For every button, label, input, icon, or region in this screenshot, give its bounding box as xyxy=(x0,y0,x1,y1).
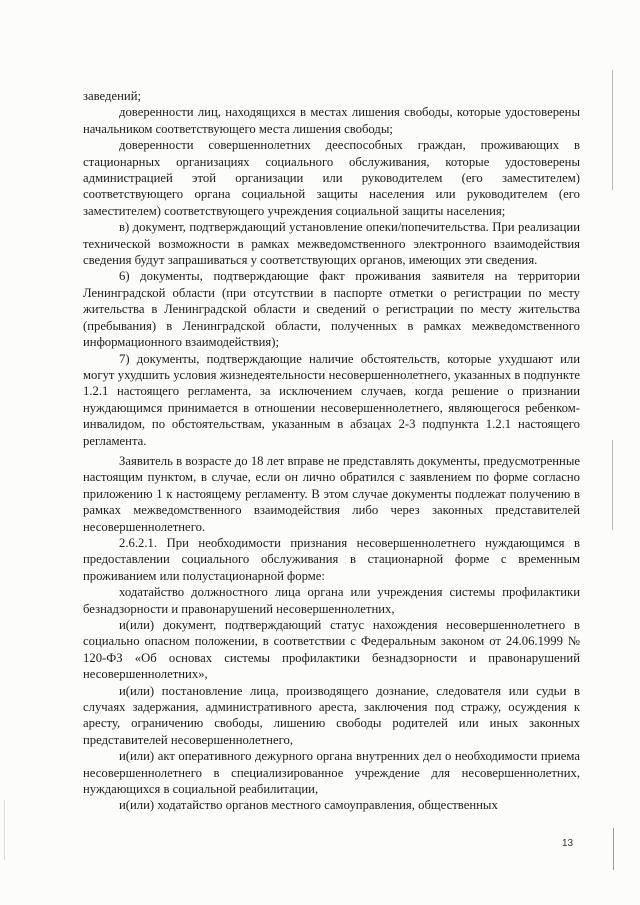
paragraph: и(или) ходатайство органов местного самоуправления, общественных xyxy=(119,798,498,813)
paragraph: и(или) акт оперативного дежурного органа внутренних дел о необходимости приема несовершеннолетнего в специализированное учреждение для несовершеннолетних, нуждающихся в социальной реабилитации, xyxy=(83,749,580,797)
scan-artifact-line xyxy=(613,828,614,870)
paragraph: и(или) постановление лица, производящего дознание, следователя или судьи в случаях задержания, административного ареста, заключения под стражу, осуждения к аресту, ограничению свободы, лишению свободы родителей или иных законных представителей несовершеннолетнего, xyxy=(83,683,580,747)
paragraph: и(или) документ, подтверждающий статус нахождения несовершеннолетнего в социально опасном положении, в соответствии с Федеральным законом от 24.06.1999 № 120-ФЗ «Об основах системы профилактики безнадзорности и правонарушений несовершеннолетних», xyxy=(83,618,580,682)
scan-artifact-line xyxy=(612,440,613,530)
paragraph: Заявитель в возрасте до 18 лет вправе не представлять документы, предусмотренные настоящим пунктом, в случае, если он лично обратился с заявлением по форме согласно приложению 1 к настоящему регламенту. В этом случае документы подлежат получению в рамках межведомственного взаимодействия либо через законных представителей несовершеннолетнего. xyxy=(83,453,580,534)
paragraph: 2.6.2.1. При необходимости признания несовершеннолетнего нуждающимся в предоставлении социального обслуживания в стационарной форме с временным проживанием или полустационарной форме: xyxy=(83,535,580,583)
paragraph: доверенности совершеннолетних дееспособных граждан, проживающих в стационарных организациях социального обслуживания, которые удостоверены администрацией этой организации или руководителем (его заместителем) соответствующего органа социальной защиты населения или руководителем (его заместителем) соответствующего учреждения социальной защиты населения; xyxy=(83,138,580,218)
paragraph: заведений; xyxy=(83,89,142,103)
paragraph: доверенности лиц, находящихся в местах лишения свободы, которые удостоверены начальником соответствующего места лишения свободы; xyxy=(83,105,580,136)
paragraph: ходатайство должностного лица органа или учреждения системы профилактики безнадзорности и правонарушений несовершеннолетних, xyxy=(83,585,580,616)
scan-artifact-line xyxy=(612,70,613,190)
page-number: 13 xyxy=(562,838,574,849)
paragraph: в) документ, подтверждающий установление опеки/попечительства. При реализации технической возможности в рамках межведомственного электронного взаимодействия сведения будут запрашиваться у соответствующих органов, имеющих эти сведения. xyxy=(83,220,580,268)
paragraph: 6) документы, подтверждающие факт проживания заявителя на территории Ленинградской области (при отсутствии в паспорте отметки о регистрации по месту жительства в Ленинградской области и сведений о регистрации по месту жительства (пребывания) в Ленинградской области, полученных в рамках межведомственного информационного взаимодействия); xyxy=(83,269,580,350)
document-body xyxy=(83,88,580,814)
paragraph: 7) документы, подтверждающие наличие обстоятельств, которые ухудшают или могут ухудшить условия жизнедеятельности несовершеннолетнего, указанных в подпункте 1.2.1 настоящего регламента, за исключением случаев, когда решение о признании нуждающимся принимается в отношении несовершеннолетнего, являющегося ребенком-инвалидом, по обстоятельствам, указанным в абзацах 2-3 подпункта 1.2.1 настоящего регламента. xyxy=(83,351,580,448)
scan-artifact-line xyxy=(4,800,5,860)
